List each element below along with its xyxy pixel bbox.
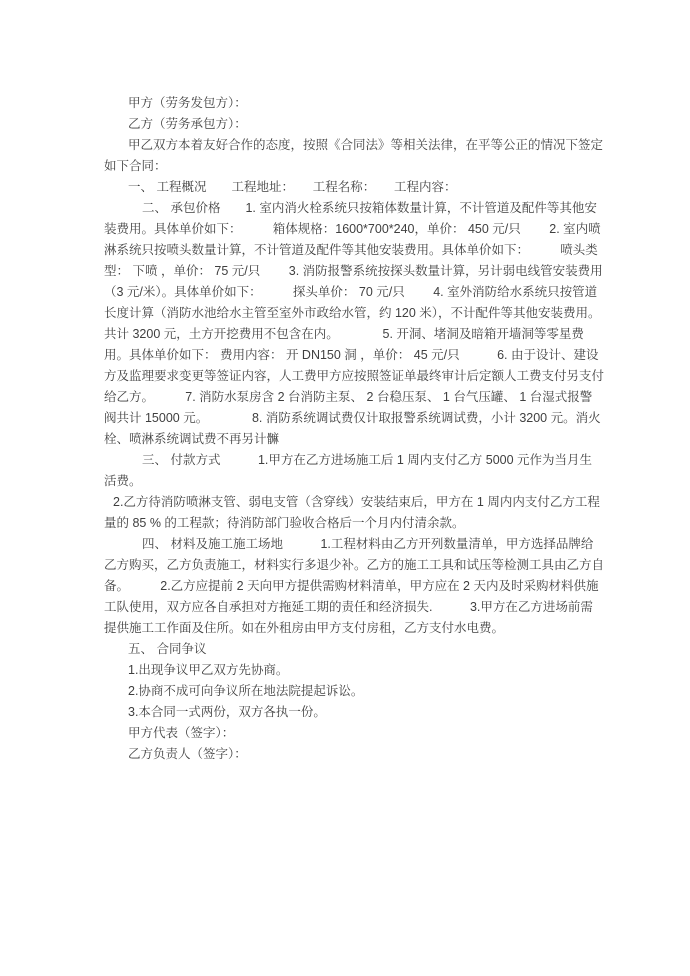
section-3-payment-terms: 三、 付款方式 1.甲方在乙方进场施工后 1 周内支付乙方 5000 元作为当月生活费。 — [104, 453, 593, 488]
party-b-signature-line: 乙方负责人（签字）： — [128, 747, 247, 761]
section-2-contract-price: 二、 承包价格 1. 室内消火栓系统只按箱体数量计算，不计管道及配件等其他安装费用。具体单价如下： 箱体规格：1600*700*240，单价： 450 元/只 2. 室内喷淋系统只按喷头数量计算，不计管道及配件等其他安装费用。具体单价如下： 喷头类型： 下喷 ，单价： 75 元/只 3. 消防报警系统按探头数量计算，另计弱电线管安装费用（3 元/米）。具体单价如下： 探头单价： 70 元/只 4. 室外消防给水系统只按管道长度计算（消防水池给水主管至室外市政给水管，约 120 米），不计配件等其他安装费用。共计 3200 元，土方开挖费用不包含在内。 5. 开洞、堵洞及暗箱开墙洞等零星费用。具体单价如下： 费用内容： 开 DN150 洞 ，单价： 45 元/只 6. 由于设计、建设方及监理要求变更等签证内容，人工费甲方应按照签证单最终审计后定额人工费支付另支付给乙方。 7. 消防水泵房含 2 台消防主泵、 2 台稳压泵、 1 台气压罐、 1 台湿式报警阀共计 15000 元。 8. 消防系统调试费仅计取报警系统调试费，小计 3200 元。消火栓、喷淋系统调试费不再另计髍 — [104, 201, 605, 446]
preamble: 甲乙双方本着友好合作的态度，按照《合同法》等相关法律，在平等公正的情况下签定如下合同： — [104, 138, 604, 173]
section-4-materials-and-site: 四、 材料及施工施工场地 1.工程材料由乙方开列数量清单，甲方选择品牌给乙方购买，乙方负责施工，材料实行多退少补。乙方的施工工具和试压等检测工具由乙方自备。 2.乙方应提前 2 天向甲方提供需购材料清单，甲方应在 2 天内及时采购材料供施工队使用，双方应各自承担对方拖延工期的责任和经济损失. 3.甲方在乙方进场前需提供施工工作面及住所。如在外租房由甲方支付房租，乙方支付水电费。 — [104, 537, 605, 635]
payment-clause-2: 2.乙方待消防喷淋支管、弱电支管（含穿线）安装结束后，甲方在 1 周内内支付乙方工程量的 85 % 的工程款；待消防部门验收合格后一个月内付清余款。 — [104, 495, 600, 530]
dispute-clause-3: 3.本合同一式两份，双方各执一份。 — [128, 705, 326, 719]
party-a-signature-line: 甲方代表（签字）： — [128, 726, 235, 740]
section-1-project-overview: 一、 工程概况 工程地址： 工程名称： 工程内容： — [128, 180, 457, 194]
section-5-disputes-heading: 五、 合同争议 — [128, 642, 207, 656]
party-a-line: 甲方（劳务发包方）： — [128, 96, 247, 110]
party-b-line: 乙方（劳务承包方）： — [128, 117, 247, 131]
dispute-clause-1: 1.出现争议甲乙双方先协商。 — [128, 663, 289, 677]
dispute-clause-2: 2.协商不成可向争议所在地法院提起诉讼。 — [128, 684, 364, 698]
